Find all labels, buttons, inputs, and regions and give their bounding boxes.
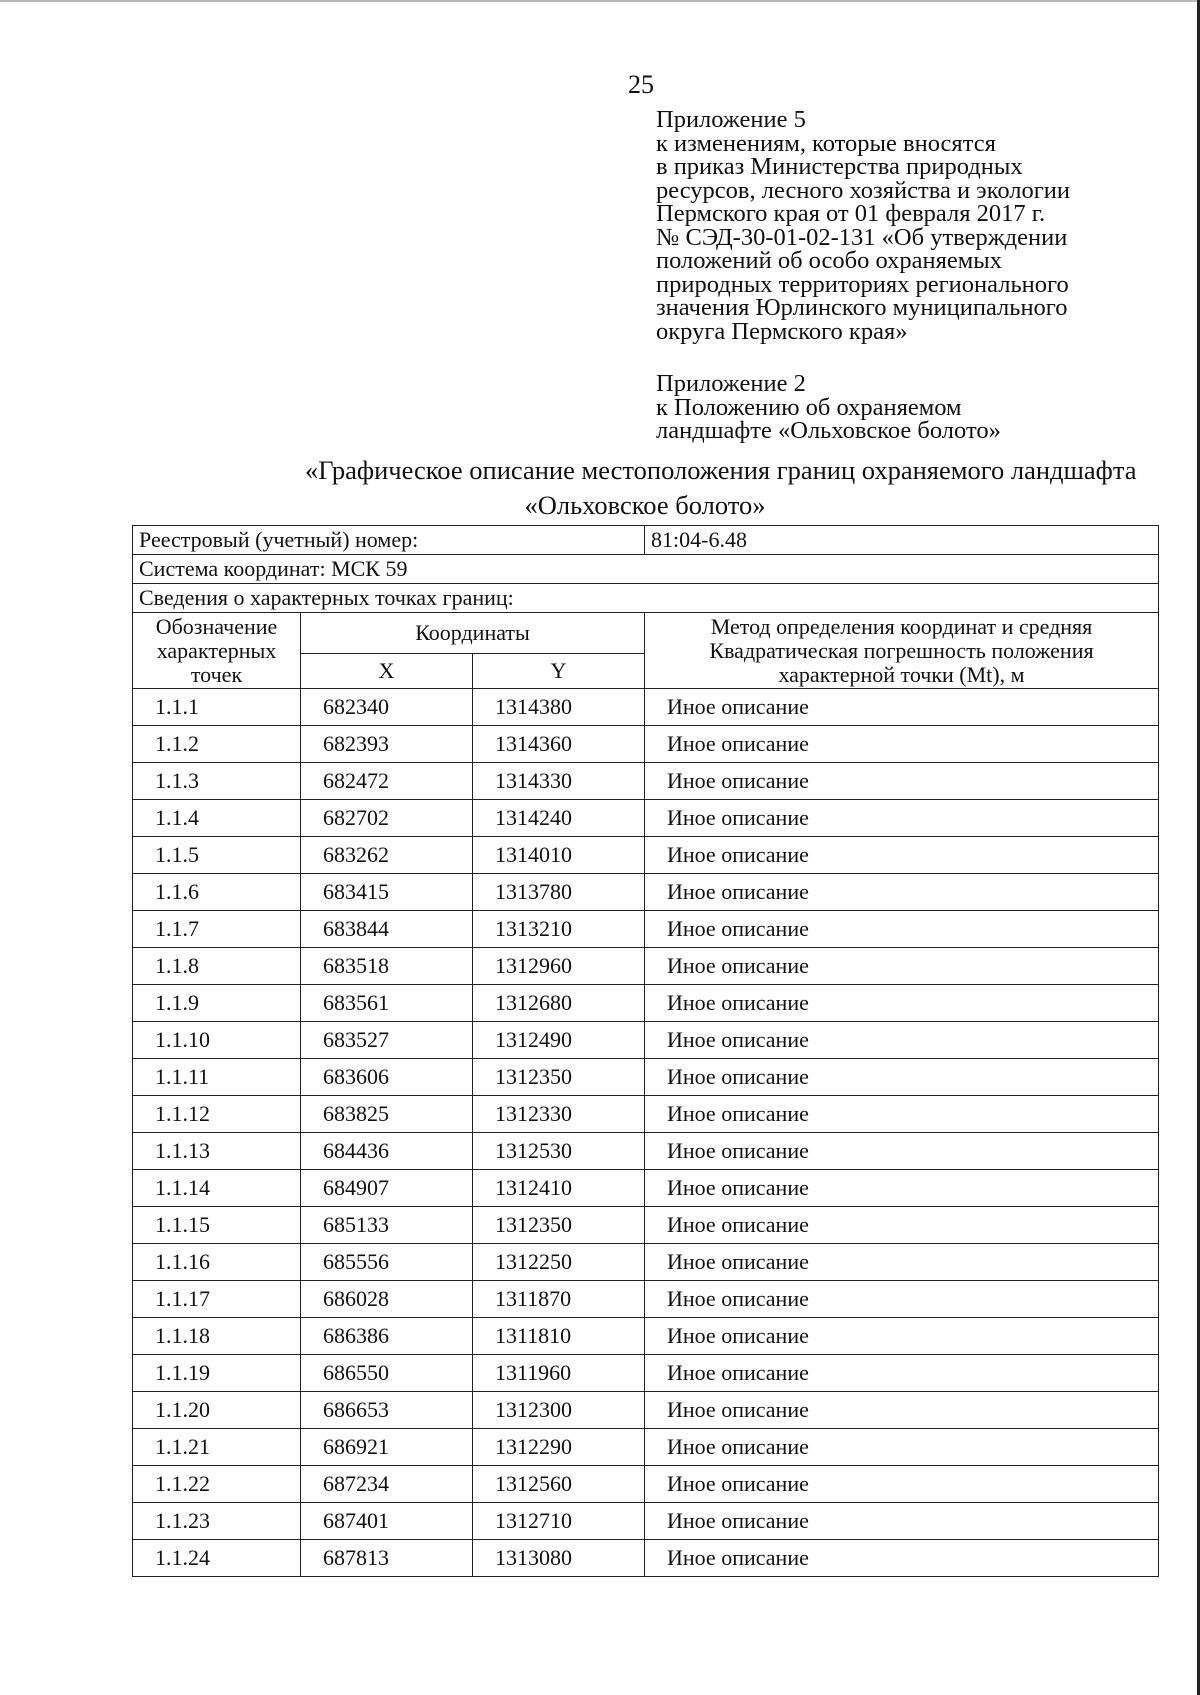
table-row <box>133 1096 1159 1133</box>
appendix-5-line: Приложение 5 <box>656 106 806 133</box>
registry-row <box>133 526 1159 555</box>
cell-method: Иное описание <box>645 1244 1159 1281</box>
coordinates-table <box>132 525 1159 1577</box>
page-number: 25 <box>628 70 654 99</box>
table-row <box>133 1244 1159 1281</box>
cell-point: 1.1.13 <box>133 1133 301 1170</box>
table-row <box>133 1355 1159 1392</box>
points-info: Сведения о характерных точках границ: <box>133 584 1159 613</box>
cell-y: 1313780 <box>473 874 645 911</box>
appendix-2-line: к Положению об охраняемом <box>656 393 962 421</box>
cell-y: 1314360 <box>473 726 645 763</box>
cell-method: Иное описание <box>645 911 1159 948</box>
cell-method: Иное описание <box>645 1318 1159 1355</box>
cell-method: Иное описание <box>645 1170 1159 1207</box>
scan-edge-top <box>0 0 1200 2</box>
table-row <box>133 1022 1159 1059</box>
cell-y: 1312350 <box>473 1207 645 1244</box>
cell-x: 686550 <box>301 1355 473 1392</box>
cell-x: 683262 <box>301 837 473 874</box>
cell-point: 1.1.15 <box>133 1207 301 1244</box>
cell-x: 685133 <box>301 1207 473 1244</box>
cell-point: 1.1.9 <box>133 985 301 1022</box>
header-coords: Координаты <box>301 613 645 654</box>
cell-y: 1312290 <box>473 1429 645 1466</box>
cell-x: 685556 <box>301 1244 473 1281</box>
cell-y: 1311960 <box>473 1355 645 1392</box>
cell-point: 1.1.1 <box>133 689 301 726</box>
cell-y: 1312300 <box>473 1392 645 1429</box>
header-method: Метод определения координат и средняя Квадратическая погрешность положения характерной точки (Mt), м <box>645 613 1159 689</box>
cell-method: Иное описание <box>645 985 1159 1022</box>
cell-y: 1313210 <box>473 911 645 948</box>
cell-x: 682472 <box>301 763 473 800</box>
cell-x: 686653 <box>301 1392 473 1429</box>
cell-point: 1.1.11 <box>133 1059 301 1096</box>
table-row <box>133 874 1159 911</box>
cell-method: Иное описание <box>645 1429 1159 1466</box>
cell-y: 1314010 <box>473 837 645 874</box>
table-row <box>133 911 1159 948</box>
cell-x: 687813 <box>301 1540 473 1577</box>
cell-y: 1312250 <box>473 1244 645 1281</box>
appendix-5-line: Пермского края от 01 февраля 2017 г. <box>656 200 1046 227</box>
appendix-5-line: № СЭД-30-01-02-131 «Об утверждении <box>656 223 1068 251</box>
coord-system: Система координат: МСК 59 <box>133 555 1159 584</box>
cell-point: 1.1.22 <box>133 1466 301 1503</box>
cell-point: 1.1.4 <box>133 800 301 837</box>
appendix-5-block <box>656 108 1176 343</box>
cell-method: Иное описание <box>645 1466 1159 1503</box>
cell-method: Иное описание <box>645 837 1159 874</box>
appendix-5-line: природных территориях регионального <box>656 270 1069 298</box>
appendix-2-line: Приложение 2 <box>656 370 806 397</box>
cell-x: 682340 <box>301 689 473 726</box>
appendix-5-line: в приказ Министерства природных <box>656 153 1023 180</box>
cell-y: 1312410 <box>473 1170 645 1207</box>
registry-label: Реестровый (учетный) номер: <box>133 526 645 555</box>
cell-point: 1.1.5 <box>133 837 301 874</box>
cell-y: 1311810 <box>473 1318 645 1355</box>
cell-point: 1.1.3 <box>133 763 301 800</box>
cell-method: Иное описание <box>645 1207 1159 1244</box>
cell-method: Иное описание <box>645 948 1159 985</box>
document-title <box>130 453 1160 523</box>
cell-x: 686921 <box>301 1429 473 1466</box>
cell-y: 1314330 <box>473 763 645 800</box>
cell-point: 1.1.21 <box>133 1429 301 1466</box>
cell-x: 684436 <box>301 1133 473 1170</box>
cell-point: 1.1.20 <box>133 1392 301 1429</box>
cell-method: Иное описание <box>645 1133 1159 1170</box>
cell-x: 683518 <box>301 948 473 985</box>
cell-point: 1.1.6 <box>133 874 301 911</box>
cell-point: 1.1.17 <box>133 1281 301 1318</box>
table-row <box>133 1392 1159 1429</box>
cell-x: 686386 <box>301 1318 473 1355</box>
header-point: Обозначение характерных точек <box>133 613 301 689</box>
cell-y: 1312530 <box>473 1133 645 1170</box>
table-row <box>133 1133 1159 1170</box>
cell-point: 1.1.7 <box>133 911 301 948</box>
cell-y: 1312350 <box>473 1059 645 1096</box>
cell-point: 1.1.23 <box>133 1503 301 1540</box>
table-row <box>133 1503 1159 1540</box>
header-x: X <box>301 654 473 689</box>
cell-x: 683415 <box>301 874 473 911</box>
cell-x: 683527 <box>301 1022 473 1059</box>
cell-point: 1.1.12 <box>133 1096 301 1133</box>
cell-method: Иное описание <box>645 689 1159 726</box>
cell-x: 687401 <box>301 1503 473 1540</box>
cell-x: 683606 <box>301 1059 473 1096</box>
table-row <box>133 1540 1159 1577</box>
table-row <box>133 1170 1159 1207</box>
header-row-1 <box>133 613 1159 654</box>
appendix-5-line: округа Пермского края» <box>656 317 908 345</box>
appendix-5-line: значения Юрлинского муниципального <box>656 294 1068 321</box>
cell-y: 1312490 <box>473 1022 645 1059</box>
table-row <box>133 985 1159 1022</box>
table-row <box>133 726 1159 763</box>
header-y: Y <box>473 654 645 689</box>
table-row <box>133 1281 1159 1318</box>
coord-system-row <box>133 555 1159 584</box>
cell-point: 1.1.14 <box>133 1170 301 1207</box>
appendix-5-line: положений об особо охраняемых <box>656 247 1002 274</box>
cell-method: Иное описание <box>645 1355 1159 1392</box>
appendix-5-line: ресурсов, лесного хозяйства и экологии <box>656 176 1071 204</box>
cell-point: 1.1.24 <box>133 1540 301 1577</box>
appendix-2-line: ландшафте «Ольховское болото» <box>656 417 1001 444</box>
table-row <box>133 948 1159 985</box>
cell-method: Иное описание <box>645 800 1159 837</box>
table-row <box>133 689 1159 726</box>
cell-method: Иное описание <box>645 1022 1159 1059</box>
cell-method: Иное описание <box>645 1540 1159 1577</box>
table-row <box>133 1466 1159 1503</box>
cell-point: 1.1.2 <box>133 726 301 763</box>
table-row <box>133 763 1159 800</box>
points-info-row <box>133 584 1159 613</box>
cell-point: 1.1.16 <box>133 1244 301 1281</box>
table-row <box>133 1318 1159 1355</box>
cell-point: 1.1.18 <box>133 1318 301 1355</box>
cell-method: Иное описание <box>645 726 1159 763</box>
cell-method: Иное описание <box>645 763 1159 800</box>
cell-x: 683825 <box>301 1096 473 1133</box>
cell-x: 683844 <box>301 911 473 948</box>
cell-x: 687234 <box>301 1466 473 1503</box>
cell-y: 1312560 <box>473 1466 645 1503</box>
cell-method: Иное описание <box>645 1503 1159 1540</box>
cell-method: Иное описание <box>645 1281 1159 1318</box>
cell-method: Иное описание <box>645 1096 1159 1133</box>
cell-y: 1311870 <box>473 1281 645 1318</box>
cell-point: 1.1.10 <box>133 1022 301 1059</box>
document-title-line-2: «Ольховское болото» <box>524 490 766 520</box>
document-title-line-1: «Графическое описание местоположения границ охраняемого ландшафта <box>305 455 1137 485</box>
cell-method: Иное описание <box>645 874 1159 911</box>
cell-x: 686028 <box>301 1281 473 1318</box>
cell-method: Иное описание <box>645 1059 1159 1096</box>
appendix-2-block <box>656 372 1176 443</box>
cell-x: 682702 <box>301 800 473 837</box>
cell-point: 1.1.19 <box>133 1355 301 1392</box>
cell-y: 1312330 <box>473 1096 645 1133</box>
cell-x: 683561 <box>301 985 473 1022</box>
cell-point: 1.1.8 <box>133 948 301 985</box>
table-row <box>133 1429 1159 1466</box>
cell-y: 1314380 <box>473 689 645 726</box>
cell-y: 1313080 <box>473 1540 645 1577</box>
cell-x: 684907 <box>301 1170 473 1207</box>
table-row <box>133 800 1159 837</box>
cell-y: 1312960 <box>473 948 645 985</box>
cell-y: 1312680 <box>473 985 645 1022</box>
cell-x: 682393 <box>301 726 473 763</box>
cell-y: 1312710 <box>473 1503 645 1540</box>
appendix-5-line: к изменениям, которые вносятся <box>656 129 996 157</box>
cell-method: Иное описание <box>645 1392 1159 1429</box>
table-row <box>133 1207 1159 1244</box>
cell-y: 1314240 <box>473 800 645 837</box>
table-row <box>133 1059 1159 1096</box>
table-row <box>133 837 1159 874</box>
registry-value: 81:04-6.48 <box>645 526 1159 555</box>
